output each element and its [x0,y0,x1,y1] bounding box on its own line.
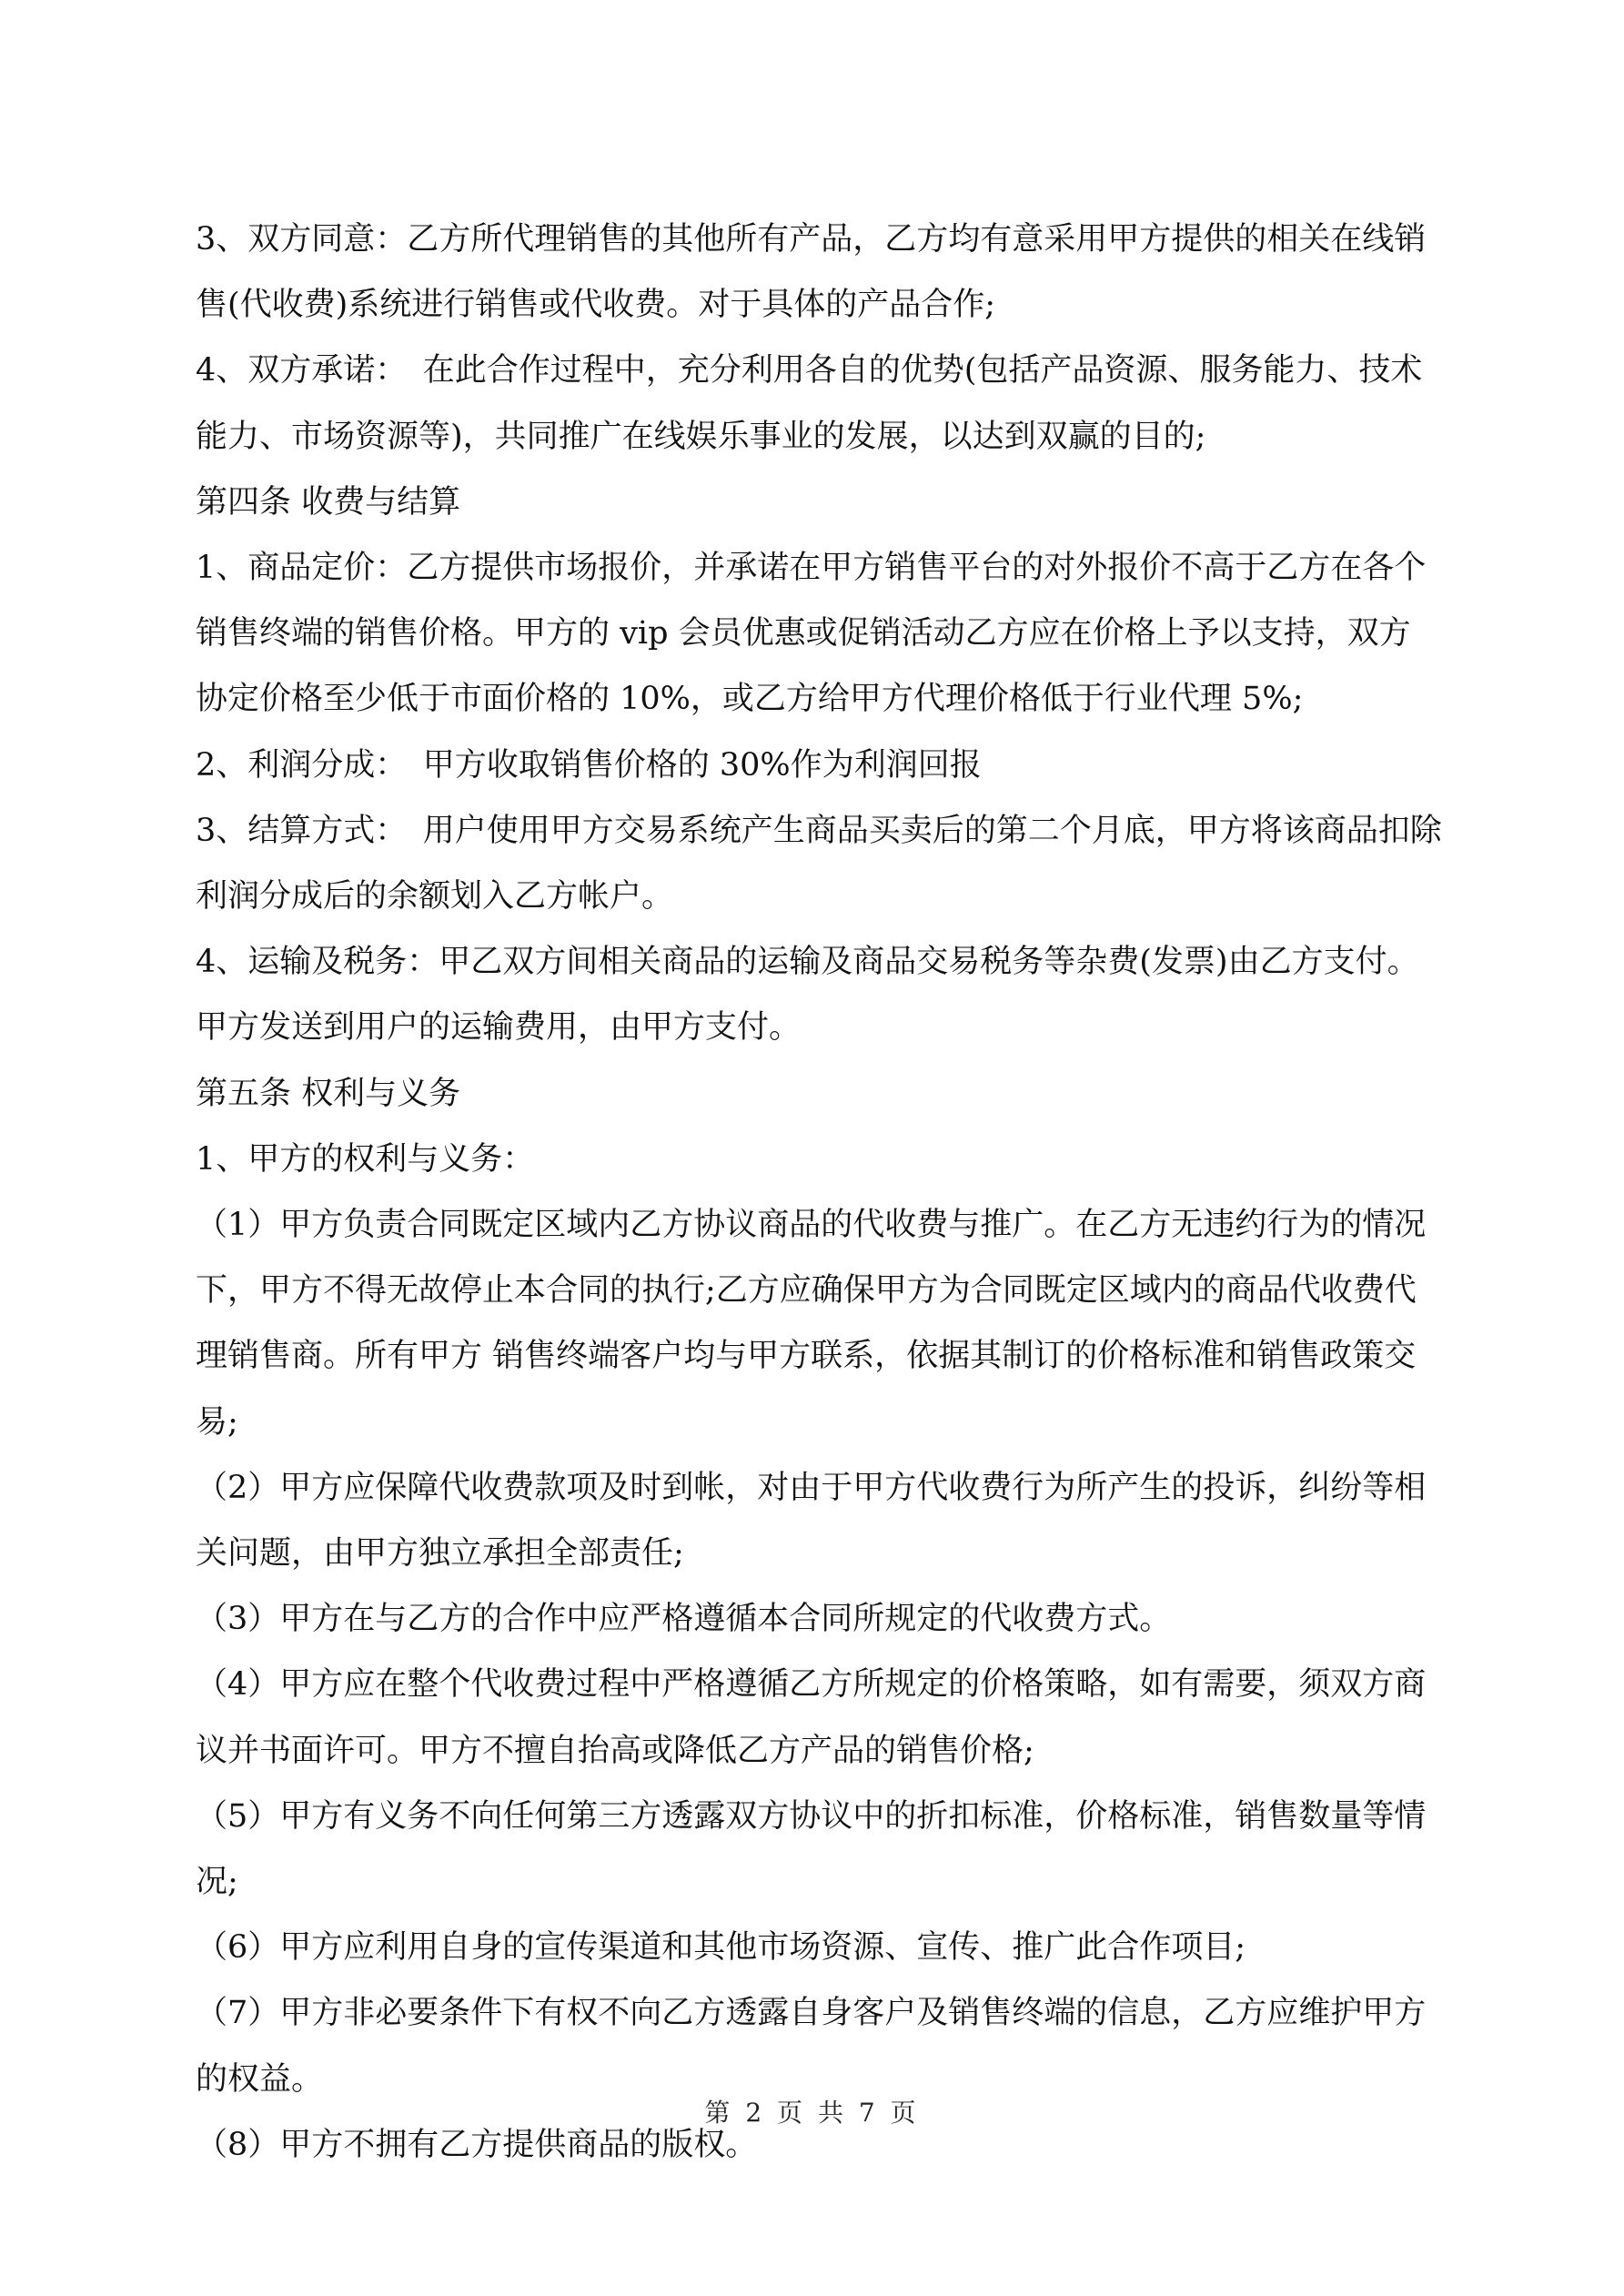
paragraph-article4-item4: 4、运输及税务：甲乙双方间相关商品的运输及商品交易税务等杂费(发票)由乙方支付。甲方发送到用户的运输费用，由甲方支付。 [196,944,1419,1047]
paragraph-article3-item4: 4、双方承诺： 在此合作过程中，充分利用各自的优势(包括产品资源、服务能力、技术能力、市场资源等)，共同推广在线娱乐事业的发展，以达到双赢的目的; [196,352,1423,455]
paragraph-clause-6: （6）甲方应利用自身的宣传渠道和其他市场资源、宣传、推广此合作项目; [196,1929,1246,1967]
paragraph-article4-item2: 2、利润分成： 甲方收取销售价格的 30%作为利润回报 [196,746,982,784]
heading-article5: 第五条 权利与义务 [196,1075,461,1112]
paragraph-article3-item3: 3、双方同意：乙方所代理销售的其他所有产品，乙方均有意采用甲方提供的相关在线销售(代收费)系统进行销售或代收费。对于具体的产品合作; [196,221,1427,324]
paragraph-clause-8: （8）甲方不拥有乙方提供商品的版权。 [196,2126,758,2163]
document-body [196,207,1442,2178]
paragraph-article5-item1: 1、甲方的权利与义务： [196,1140,535,1178]
paragraph-article4-item1: 1、商品定价：乙方提供市场报价，并承诺在甲方销售平台的对外报价不高于乙方在各个销售终端的销售价格。甲方的 vip 会员优惠或促销活动乙方应在价格上予以支持，双方协定价格至少低于市面价格的 10%，或乙方给甲方代理价格低于行业代理 5%; [196,550,1427,718]
paragraph-clause-7: （7）甲方非必要条件下有权不向乙方透露自身客户及销售终端的信息，乙方应维护甲方的权益。 [196,1995,1427,2098]
paragraph-article4-item3: 3、结算方式： 用户使用甲方交易系统产生商品买卖后的第二个月底，甲方将该商品扣除利润分成后的余额划入乙方帐户。 [196,812,1442,915]
page-footer: 第 2 页 共 7 页 [704,2098,920,2128]
heading-article4: 第四条 收费与结算 [196,483,461,521]
paragraph-clause-4: （4）甲方应在整个代收费过程中严格遵循乙方所规定的价格策略，如有需要，须双方商议并书面许可。甲方不擅自抬高或降低乙方产品的销售价格; [196,1666,1427,1769]
paragraph-clause-1: （1）甲方负责合同既定区域内乙方协议商品的代收费与推广。在乙方无违约行为的情况下，甲方不得无故停止本合同的执行;乙方应确保甲方为合同既定区域内的商品代收费代理销售商。所有甲方 销售终端客户均与甲方联系，依据其制订的价格标准和销售政策交易; [196,1207,1427,1441]
paragraph-clause-5: （5）甲方有义务不向任何第三方透露双方协议中的折扣标准，价格标准，销售数量等情况; [196,1797,1427,1901]
paragraph-clause-3: （3）甲方在与乙方的合作中应严格遵循本合同所规定的代收费方式。 [196,1601,1172,1638]
paragraph-clause-2: （2）甲方应保障代收费款项及时到帐，对由于甲方代收费行为所产生的投诉，纠纷等相关问题，由甲方独立承担全部责任; [196,1469,1427,1573]
